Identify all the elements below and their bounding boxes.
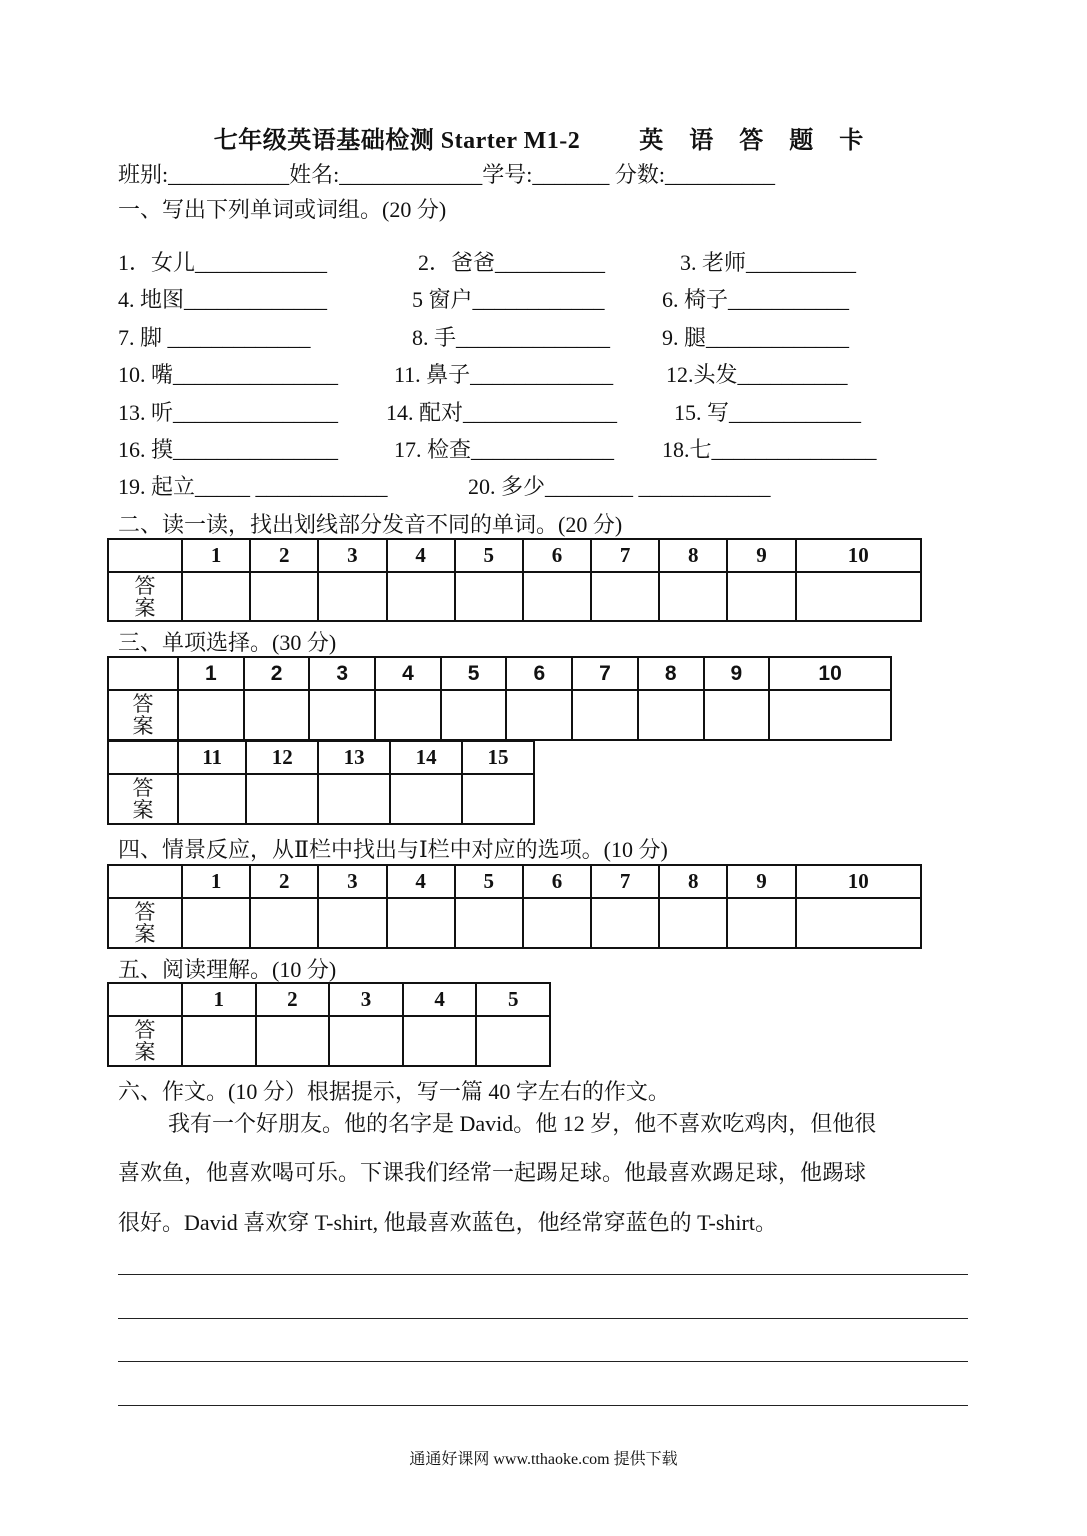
answer-cell[interactable] — [659, 898, 727, 948]
vocab-item: 8. 手______________ — [412, 325, 611, 350]
essay-prompt-line: 很好。David 喜欢穿 T-shirt, 他最喜欢蓝色，他经常穿蓝色的 T-shirt。 — [118, 1210, 777, 1235]
answer-cell[interactable] — [769, 690, 891, 740]
writing-line[interactable] — [118, 1318, 968, 1319]
question-number: 10 — [796, 539, 921, 572]
answer-cell[interactable] — [441, 690, 507, 740]
vocab-item: 4. 地图_____________ — [118, 287, 328, 312]
vocab-item: 7. 脚 _____________ — [118, 325, 311, 350]
question-number: 9 — [727, 865, 795, 898]
vocab-item: 13. 听_______________ — [118, 400, 339, 425]
section5-heading: 五、阅读理解。(10 分) — [118, 957, 337, 982]
question-number: 9 — [704, 657, 770, 690]
title-chinese: 七年级英语基础检测 — [213, 128, 435, 154]
answer-table-section4 — [107, 864, 922, 949]
question-number: 11 — [178, 741, 246, 774]
answer-label: 答 案 — [108, 690, 178, 740]
writing-line[interactable] — [118, 1405, 968, 1406]
answer-cell[interactable] — [591, 898, 659, 948]
question-number: 1 — [182, 539, 250, 572]
question-number: 2 — [250, 539, 318, 572]
answer-cell[interactable] — [182, 1016, 256, 1066]
question-number: 8 — [659, 865, 727, 898]
answer-cell[interactable] — [638, 690, 704, 740]
question-number: 7 — [572, 657, 638, 690]
question-number: 10 — [769, 657, 891, 690]
answer-cell[interactable] — [572, 690, 638, 740]
answer-cell[interactable] — [387, 898, 455, 948]
answer-cell[interactable] — [796, 898, 921, 948]
page-title — [0, 120, 1087, 155]
answer-cell[interactable] — [796, 572, 921, 621]
answer-cell[interactable] — [250, 898, 318, 948]
answer-table-section3-row2 — [107, 740, 535, 825]
vocab-item: 16. 摸_______________ — [118, 437, 339, 462]
question-number: 9 — [727, 539, 795, 572]
question-number: 10 — [796, 865, 921, 898]
vocab-item: 10. 嘴_______________ — [118, 362, 339, 387]
footer-credit: 通通好课网 www.tthaoke.com 提供下载 — [409, 1451, 678, 1468]
answer-cell[interactable] — [309, 690, 375, 740]
question-number: 5 — [455, 539, 523, 572]
question-number: 4 — [403, 983, 477, 1016]
answer-cell[interactable] — [727, 898, 795, 948]
answer-cell[interactable] — [659, 572, 727, 621]
question-number: 3 — [309, 657, 375, 690]
answer-cell[interactable] — [178, 690, 244, 740]
answer-cell[interactable] — [178, 774, 246, 824]
vocab-item: 6. 椅子___________ — [662, 287, 850, 312]
answer-cell[interactable] — [246, 774, 318, 824]
question-number: 8 — [638, 657, 704, 690]
question-number: 12 — [246, 741, 318, 774]
question-number: 2 — [250, 865, 318, 898]
vocab-item: 14. 配对______________ — [386, 400, 618, 425]
question-number: 3 — [318, 539, 386, 572]
vocab-item: 15. 写____________ — [674, 400, 862, 425]
answer-cell[interactable] — [704, 690, 770, 740]
question-number: 1 — [178, 657, 244, 690]
question-number: 6 — [523, 539, 591, 572]
question-number: 2 — [256, 983, 330, 1016]
writing-line[interactable] — [118, 1274, 968, 1275]
writing-line[interactable] — [118, 1361, 968, 1362]
answer-table-section2 — [107, 538, 922, 622]
question-number: 7 — [591, 865, 659, 898]
essay-prompt-line: 喜欢鱼，他喜欢喝可乐。下课我们经常一起踢足球。他最喜欢踢足球，他踢球 — [118, 1160, 867, 1185]
answer-cell[interactable] — [591, 572, 659, 621]
vocab-item: 5 窗户____________ — [412, 287, 605, 312]
vocab-item: 19. 起立_____ ____________ — [118, 474, 388, 499]
vocab-item: 11. 鼻子_____________ — [394, 362, 614, 387]
answer-cell[interactable] — [727, 572, 795, 621]
question-number: 5 — [455, 865, 523, 898]
answer-cell[interactable] — [476, 1016, 550, 1066]
vocab-item: 20. 多少________ ____________ — [468, 474, 771, 499]
question-number: 1 — [182, 983, 256, 1016]
answer-cell[interactable] — [182, 898, 250, 948]
question-number: 7 — [591, 539, 659, 572]
question-number: 15 — [462, 741, 534, 774]
answer-cell[interactable] — [523, 572, 591, 621]
question-number: 4 — [387, 539, 455, 572]
student-info-line: 班别:___________姓名:_____________学号:_______ 分数:__________ — [118, 162, 775, 187]
question-number: 4 — [375, 657, 441, 690]
answer-table-section5 — [107, 982, 551, 1067]
answer-cell[interactable] — [455, 572, 523, 621]
question-number: 6 — [506, 657, 572, 690]
question-number: 3 — [329, 983, 403, 1016]
vocab-item: 3. 老师__________ — [680, 250, 857, 275]
title-answer-card: 英 语 答 题 卡 — [639, 128, 874, 154]
answer-cell[interactable] — [375, 690, 441, 740]
answer-cell[interactable] — [329, 1016, 403, 1066]
section6-heading: 六、作文。(10 分）根据提示，写一篇 40 字左右的作文。 — [118, 1079, 670, 1104]
answer-cell[interactable] — [455, 898, 523, 948]
essay-prompt-line: 我有一个好朋友。他的名字是 David。他 12 岁，他不喜欢吃鸡肉，但他很 — [168, 1111, 877, 1136]
section1-heading: 一、写出下列单词或词组。(20 分) — [118, 197, 447, 222]
answer-table-section3-row1 — [107, 656, 892, 741]
section4-heading: 四、情景反应，从Ⅱ栏中找出与Ⅰ栏中对应的选项。(10 分) — [118, 837, 668, 862]
answer-cell[interactable] — [250, 572, 318, 621]
vocab-item: 17. 检查_____________ — [394, 437, 615, 462]
section3-heading: 三、单项选择。(30 分) — [118, 630, 337, 655]
answer-cell[interactable] — [318, 898, 386, 948]
question-number: 13 — [318, 741, 390, 774]
title-english: Starter M1-2 — [440, 128, 581, 154]
answer-cell[interactable] — [523, 898, 591, 948]
question-number: 5 — [476, 983, 550, 1016]
vocab-item: 18.七_______________ — [662, 437, 877, 462]
section2-heading: 二、读一读，找出划线部分发音不同的单词。(20 分) — [118, 512, 623, 537]
answer-cell[interactable] — [318, 774, 390, 824]
answer-cell[interactable] — [256, 1016, 330, 1066]
answer-label: 答 案 — [108, 572, 182, 621]
answer-cell[interactable] — [390, 774, 462, 824]
answer-cell[interactable] — [182, 572, 250, 621]
answer-label: 答 案 — [108, 1016, 182, 1066]
question-number: 2 — [244, 657, 310, 690]
vocab-item: 2．爸爸__________ — [418, 250, 606, 275]
answer-label: 答 案 — [108, 774, 178, 824]
question-number: 14 — [390, 741, 462, 774]
answer-cell[interactable] — [244, 690, 310, 740]
answer-cell[interactable] — [462, 774, 534, 824]
answer-cell[interactable] — [318, 572, 386, 621]
question-number: 4 — [387, 865, 455, 898]
question-number: 5 — [441, 657, 507, 690]
answer-cell[interactable] — [506, 690, 572, 740]
vocab-item: 9. 腿_____________ — [662, 325, 850, 350]
question-number: 6 — [523, 865, 591, 898]
answer-cell[interactable] — [403, 1016, 477, 1066]
vocab-item: 12.头发__________ — [666, 362, 848, 387]
question-number: 3 — [318, 865, 386, 898]
answer-cell[interactable] — [387, 572, 455, 621]
question-number: 1 — [182, 865, 250, 898]
question-number: 8 — [659, 539, 727, 572]
vocab-item: 1．女儿____________ — [118, 250, 328, 275]
answer-label: 答 案 — [108, 898, 182, 948]
